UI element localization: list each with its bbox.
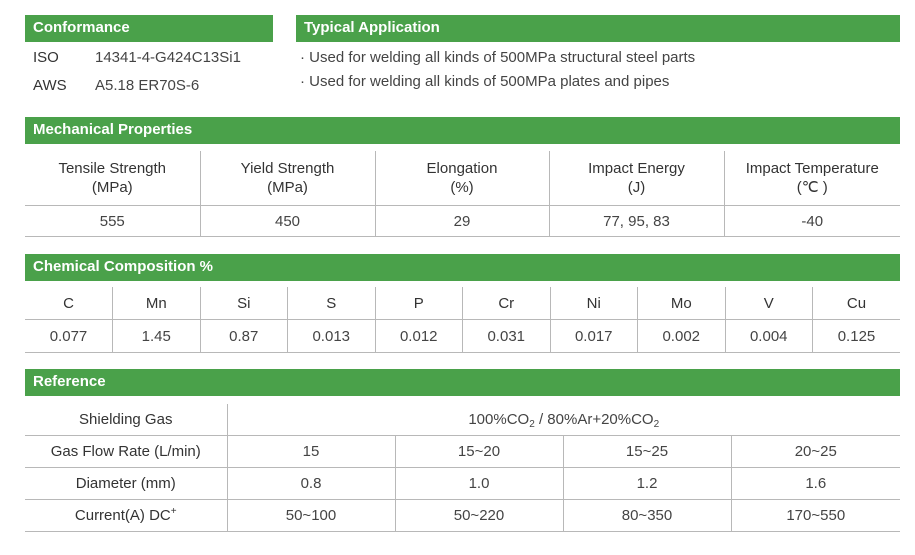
gas-flow-rate-label: Gas Flow Rate (L/min) [25, 436, 227, 468]
current-value: 50~100 [227, 500, 395, 532]
element-Si: Si [200, 287, 288, 320]
diameter-value: 1.6 [731, 468, 900, 500]
value-Si: 0.87 [200, 320, 288, 353]
element-Mo: Mo [638, 287, 726, 320]
standard-name: AWS [33, 77, 67, 94]
table-row [25, 320, 900, 353]
reference-table [25, 404, 900, 532]
value-Mn: 1.45 [113, 320, 201, 353]
standard-name: ISO [33, 49, 59, 66]
header-name: Elongation [426, 160, 498, 177]
value-Ni: 0.017 [550, 320, 638, 353]
header-unit: (℃ ) [796, 179, 828, 196]
value-Mo: 0.002 [638, 320, 726, 353]
element-Cr: Cr [463, 287, 551, 320]
value-Cr: 0.031 [463, 320, 551, 353]
elongation-value: 29 [375, 206, 549, 237]
header-tensile-strength [25, 151, 200, 206]
element-Mn: Mn [113, 287, 201, 320]
table-row [25, 468, 900, 500]
current-label: Current(A) DC+ [25, 500, 227, 532]
header-name: Impact Temperature [745, 160, 879, 177]
table-row [25, 404, 900, 436]
gas-1: $100\%CO_2$ [468, 411, 535, 430]
gas-separator: / [534, 411, 548, 428]
value-C: 0.077 [25, 320, 113, 353]
application-item: · Used for welding all kinds of 500MPa plates and pipes [300, 73, 670, 90]
header-unit: (MPa) [91, 179, 133, 196]
application-item: · Used for welding all kinds of 500MPa structural steel parts [300, 49, 696, 66]
chemical-composition-table [25, 287, 900, 353]
value-P: 0.012 [375, 320, 463, 353]
value-V: 0.004 [725, 320, 813, 353]
table-row [25, 500, 900, 532]
header-yield-strength [200, 151, 375, 206]
table-header-row [25, 287, 900, 320]
header-name: Yield Strength [240, 160, 335, 177]
impact-energy-value: 77, 95, 83 [549, 206, 724, 237]
header-impact-energy [549, 151, 724, 206]
mechanical-properties-table [25, 151, 900, 237]
header-unit: (MPa) [267, 179, 308, 196]
value-S: 0.013 [288, 320, 376, 353]
application-header: Typical Application [296, 15, 900, 42]
flow-rate-value: 20~25 [731, 436, 900, 468]
header-elongation [375, 151, 549, 206]
element-P: P [375, 287, 463, 320]
shielding-gas-label: Shielding Gas [25, 404, 227, 436]
header-impact-temperature [724, 151, 900, 206]
current-value: 80~350 [563, 500, 731, 532]
element-S: S [288, 287, 376, 320]
header-name: Impact Energy [588, 160, 685, 177]
table-header-row [25, 151, 900, 206]
header-unit: (%) [450, 179, 474, 196]
element-Cu: Cu [813, 287, 901, 320]
shielding-gas-value [227, 404, 900, 436]
conformance-header: Conformance [25, 15, 273, 42]
element-Ni: Ni [550, 287, 638, 320]
standard-value: A5.18 ER70S-6 [95, 77, 200, 94]
header-name: Tensile Strength [58, 160, 167, 177]
table-row [25, 436, 900, 468]
yield-strength-value: 450 [200, 206, 375, 237]
reference-header: Reference [25, 369, 900, 396]
table-row [25, 206, 900, 237]
flow-rate-value: 15~25 [563, 436, 731, 468]
mechanical-properties-header: Mechanical Properties [25, 117, 900, 144]
diameter-value: 0.8 [227, 468, 395, 500]
standard-value: 14341-4-G424C13Si1 [95, 49, 241, 66]
current-value: 170~550 [731, 500, 900, 532]
chemical-composition-header: Chemical Composition % [25, 254, 900, 281]
flow-rate-value: 15 [227, 436, 395, 468]
header-unit: (J) [627, 179, 646, 196]
element-C: C [25, 287, 113, 320]
diameter-value: 1.0 [395, 468, 563, 500]
flow-rate-value: 15~20 [395, 436, 563, 468]
tensile-strength-value: 555 [25, 206, 200, 237]
diameter-value: 1.2 [563, 468, 731, 500]
value-Cu: 0.125 [813, 320, 901, 353]
gas-2: $80\%Ar+20\%CO_2$ [547, 411, 660, 430]
impact-temperature-value: -40 [724, 206, 900, 237]
diameter-label: Diameter (mm) [25, 468, 227, 500]
current-value: 50~220 [395, 500, 563, 532]
element-V: V [725, 287, 813, 320]
